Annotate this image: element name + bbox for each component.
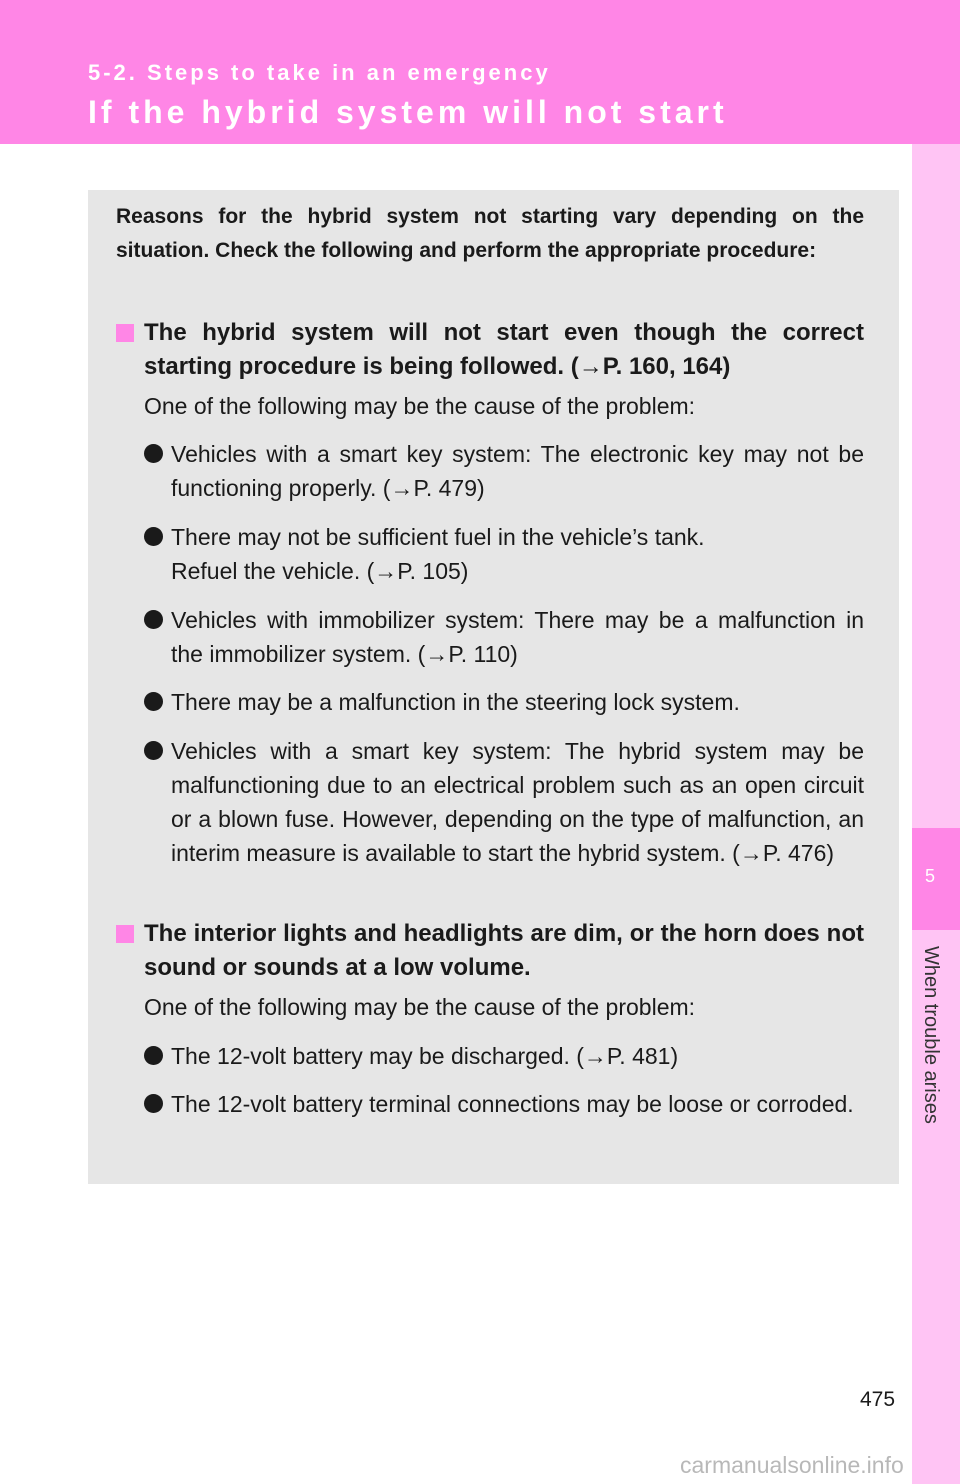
watermark: carmanualsonline.info <box>680 1452 904 1478</box>
list-item-text: The 12-volt battery may be discharged. (→P. 481) <box>171 1043 679 1069</box>
square-bullet-icon <box>116 925 134 943</box>
list-item <box>144 685 864 719</box>
bullet-dot-icon <box>144 610 163 629</box>
page-number: 475 <box>860 1388 896 1411</box>
bullet-dot-icon <box>144 1046 163 1065</box>
list-item <box>144 603 864 671</box>
list-item-text: The 12-volt battery terminal connections may be loose or corroded. <box>171 1091 854 1117</box>
chapter-title: When trouble arises <box>920 946 942 1124</box>
section-lead-1: One of the following may be the cause of the problem: <box>144 393 696 419</box>
intro-text: Reasons for the hybrid system not starting vary depending on the situation. Check the following and perform the appropriate procedure: <box>116 205 864 262</box>
list-item-text: Vehicles with immobilizer system: There may be a malfunction in the immobilizer system. (→P. 110) <box>171 607 864 667</box>
bullet-dot-icon <box>144 444 163 463</box>
chapter-number: 5 <box>924 866 935 886</box>
list-item <box>144 520 864 588</box>
section-heading-text: The interior lights and headlights are dim, or the horn does not sound or sounds at a low volume. <box>144 920 864 981</box>
page-header <box>0 0 960 144</box>
section-lead-2: One of the following may be the cause of the problem: <box>144 994 696 1020</box>
list-item-text <box>171 520 864 588</box>
bullet-dot-icon <box>144 741 163 760</box>
section-heading-1 <box>116 316 864 384</box>
side-strip <box>912 144 960 1484</box>
section-heading-2 <box>116 917 864 985</box>
list-item-text: Vehicles with a smart key system: The electronic key may not be functioning properly. (→P. 479) <box>171 441 864 501</box>
list-item-text: There may be a malfunction in the steering lock system. <box>171 689 740 715</box>
list-item <box>144 1087 864 1121</box>
bullet-dot-icon <box>144 1094 163 1113</box>
list-item <box>144 734 864 870</box>
square-bullet-icon <box>116 324 134 342</box>
list-item-line: There may not be sufficient fuel in the vehicle’s tank. <box>171 524 705 550</box>
bullet-dot-icon <box>144 527 163 546</box>
list-item <box>144 1039 864 1073</box>
section-heading-text: The hybrid system will not start even though the correct starting procedure is being followed. (→P. 160, 164) <box>144 319 864 380</box>
bullet-dot-icon <box>144 692 163 711</box>
list-item-line: Refuel the vehicle. (→P. 105) <box>171 558 469 584</box>
list-item <box>144 437 864 505</box>
list-item-text: Vehicles with a smart key system: The hybrid system may be malfunctioning due to an electrical problem such as an open circuit or a blown fuse. However, depending on the type of malfunction, an interim measure is available to start the hybrid system. (→P. 476) <box>171 738 864 866</box>
page-title: If the hybrid system will not start <box>88 94 728 130</box>
section-label: 5-2. Steps to take in an emergency <box>88 60 551 85</box>
